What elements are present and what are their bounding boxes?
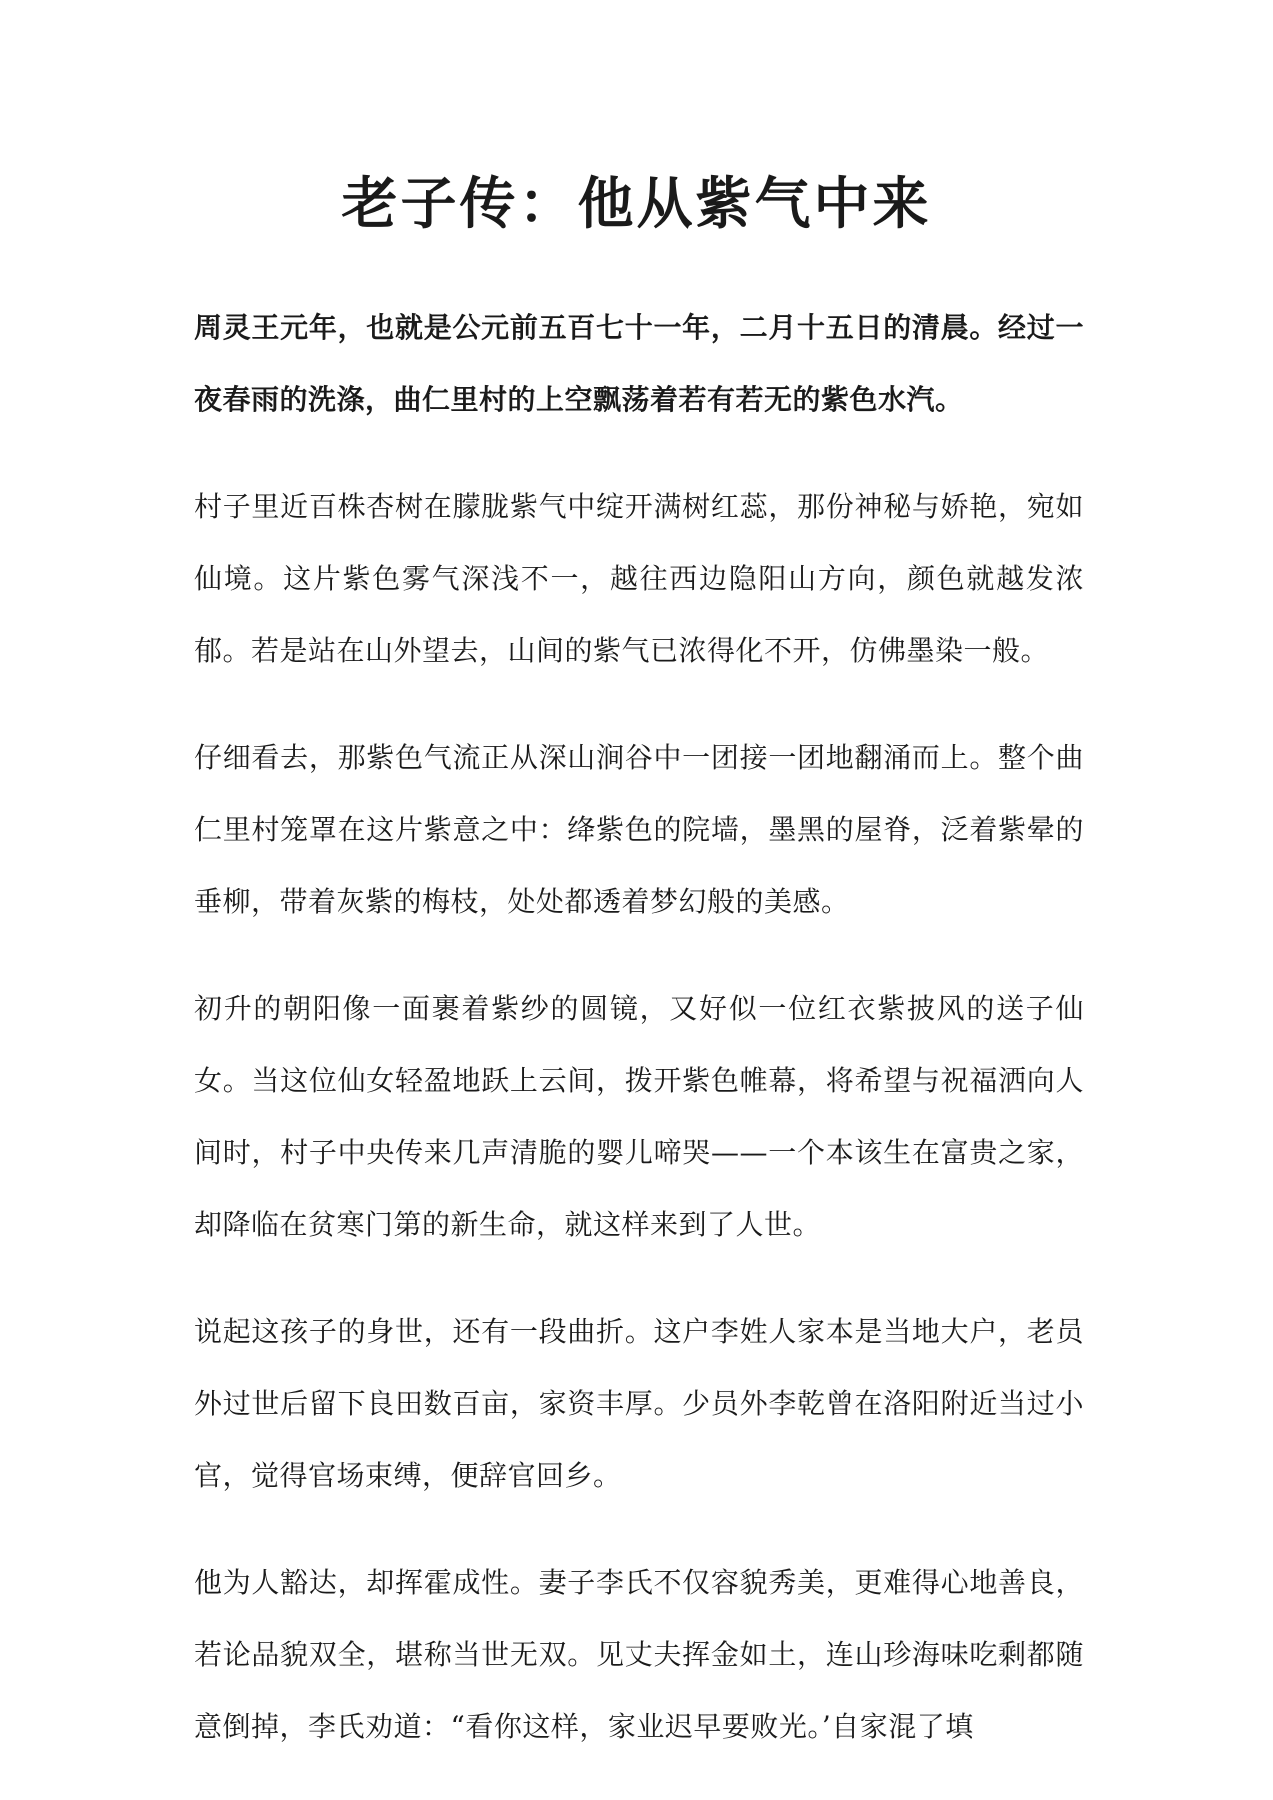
paragraph-intro: 周灵王元年，也就是公元前五百七十一年，二月十五日的清晨。经过一夜春雨的洗涤，曲仁里村的上空飘荡着若有若无的紫色水汽。	[194, 311, 1084, 416]
paragraph: 说起这孩子的身世，还有一段曲折。这户李姓人家本是当地大户，老员外过世后留下良田数百亩，家资丰厚。少员外李乾曾在洛阳附近当过小官，觉得官场束缚，便辞官回乡。	[194, 1315, 1084, 1492]
paragraph: 他为人豁达，却挥霍成性。妻子李氏不仅容貌秀美，更难得心地善良，若论品貌双全，堪称当世无双。见丈夫挥金如土，连山珍海味吃剩都随意倒掉，李氏劝道：“看你这样，家业迟早要败光。’自家混了填	[194, 1566, 1084, 1743]
document-body	[194, 292, 1084, 1798]
document-title: 老子传：他从紫气中来	[341, 171, 932, 237]
paragraph: 村子里近百株杏树在朦胧紫气中绽开满树红蕊，那份神秘与娇艳，宛如仙境。这片紫色雾气深浅不一，越往西边隐阳山方向，颜色就越发浓郁。若是站在山外望去，山间的紫气已浓得化不开，仿佛墨染一般。	[194, 490, 1084, 667]
paragraph: 仔细看去，那紫色气流正从深山涧谷中一团接一团地翻涌而上。整个曲仁里村笼罩在这片紫意之中：绛紫色的院墙，墨黑的屋脊，泛着紫晕的垂柳，带着灰紫的梅枝，处处都透着梦幻般的美感。	[194, 741, 1084, 918]
paragraph: 初升的朝阳像一面裹着紫纱的圆镜，又好似一位红衣紫披风的送子仙女。当这位仙女轻盈地跃上云间，拨开紫色帷幕，将希望与祝福洒向人间时，村子中央传来几声清脆的婴儿啼哭——一个本该生在富贵之家，却降临在贫寒门第的新生命，就这样来到了人世。	[194, 992, 1084, 1241]
